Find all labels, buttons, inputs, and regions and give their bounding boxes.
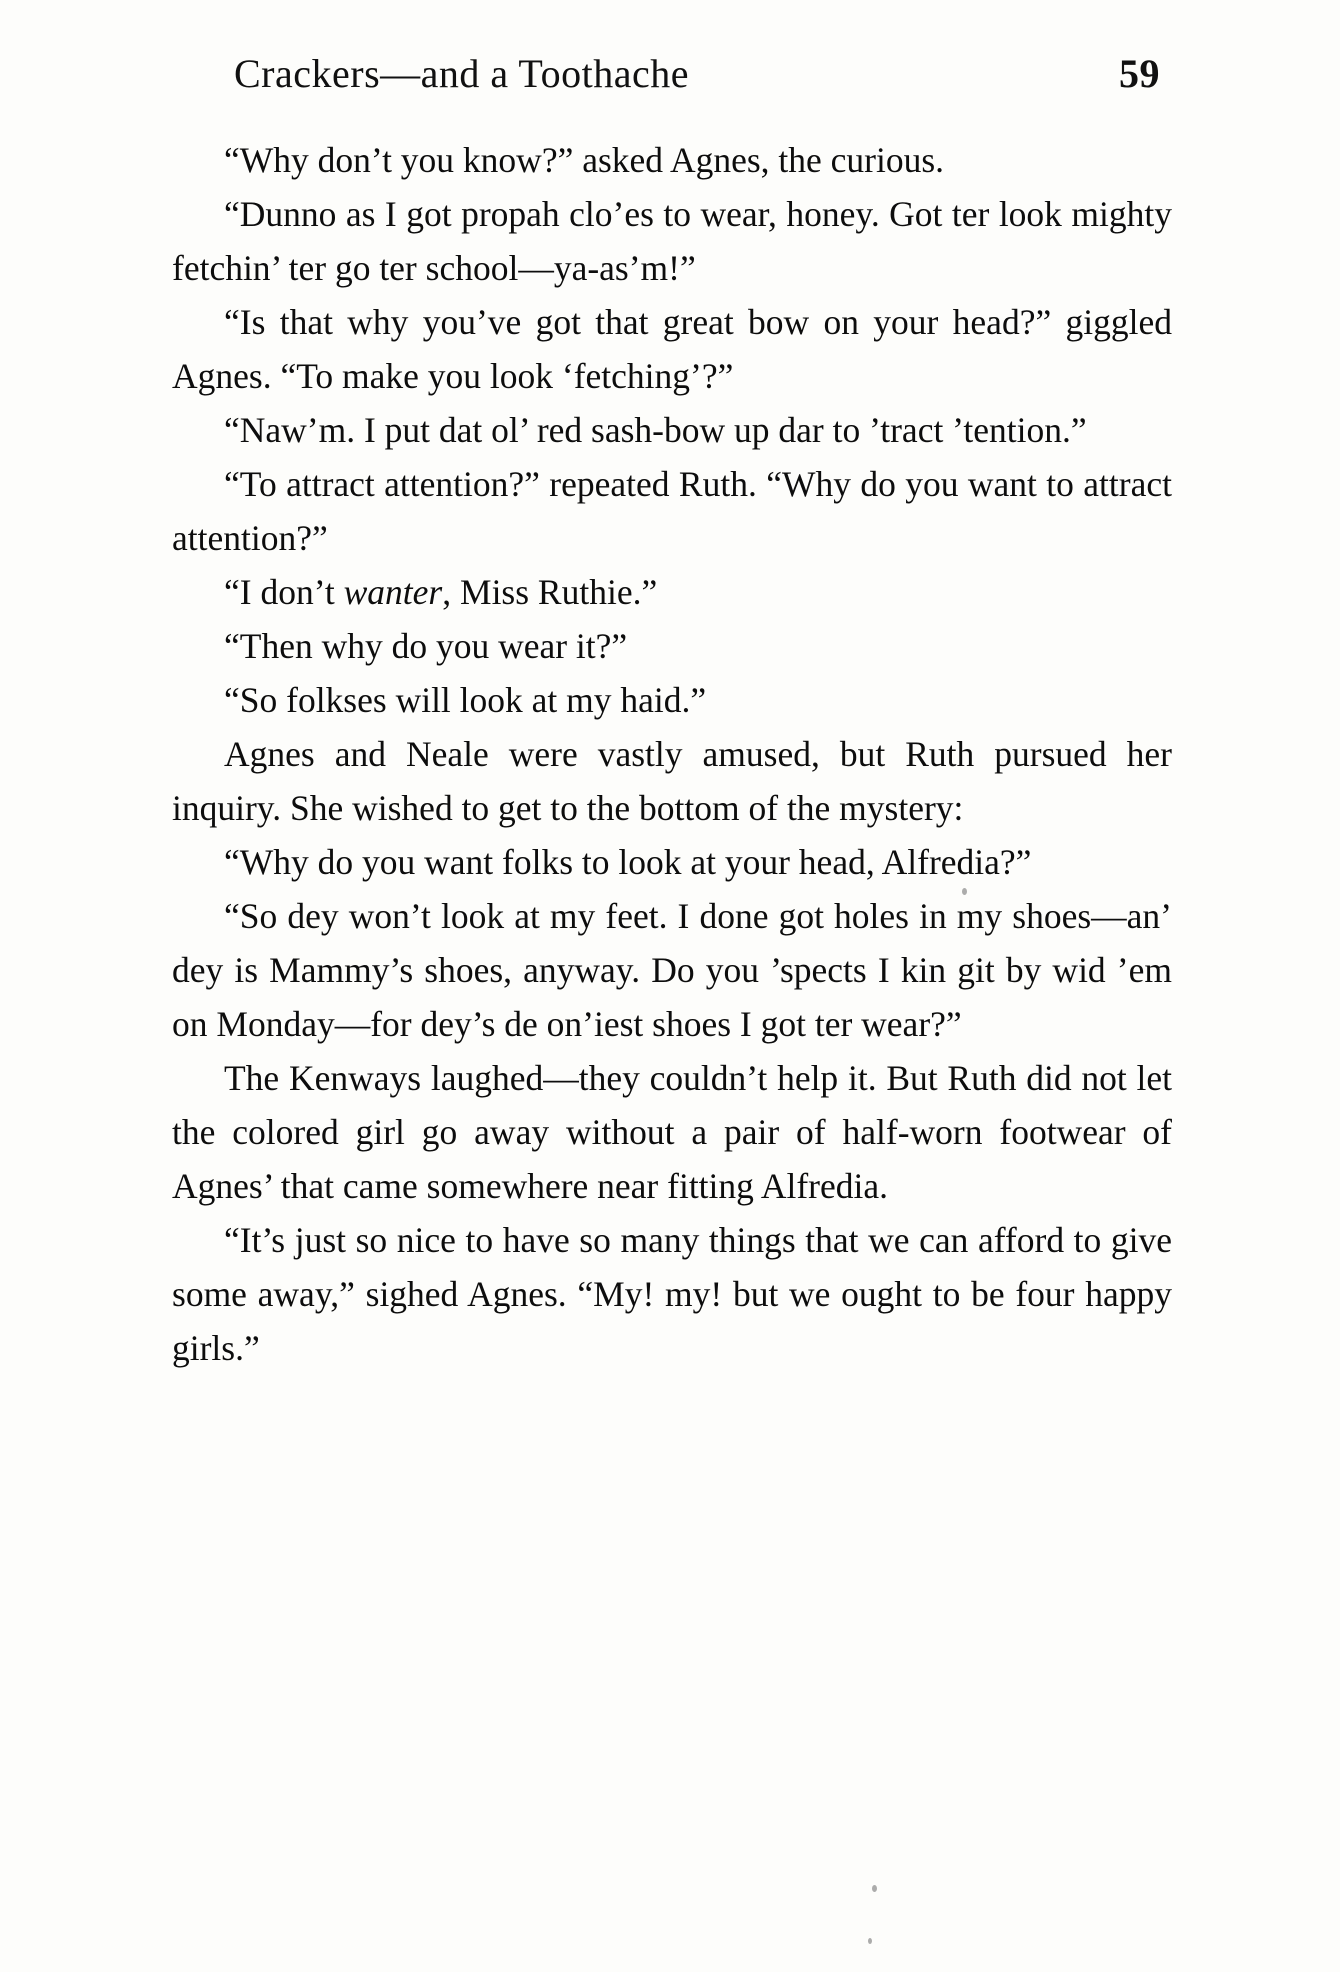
paragraph-text-before: “I don’t <box>224 572 344 612</box>
body-text <box>172 133 1172 1375</box>
paragraph: “Naw’m. I put dat ol’ red sash-bow up dar to ’tract ’tention.” <box>224 410 1087 450</box>
paragraph <box>172 565 1172 619</box>
paragraph: “It’s just so nice to have so many things that we can afford to give some away,” sighed Agnes. “My! my! but we ought to be four happy girls.” <box>172 1220 1172 1368</box>
paragraph: “To attract attention?” repeated Ruth. “Why do you want to attract attention?” <box>172 464 1172 558</box>
scan-speck <box>868 1938 872 1944</box>
paragraph: Agnes and Neale were vastly amused, but Ruth pursued her inquiry. She wished to get to the bottom of the mystery: <box>172 734 1172 828</box>
page-number: 59 <box>1119 51 1160 96</box>
running-head <box>172 50 1172 97</box>
emphasis-word: wanter <box>343 572 443 612</box>
paragraph: The Kenways laughed—they couldn’t help it. But Ruth did not let the colored girl go away without a pair of half-worn footwear of Agnes’ that came somewhere near fitting Alfredia. <box>172 1058 1172 1206</box>
page-title: Crackers—and a Toothache <box>234 51 689 96</box>
paragraph: “So dey won’t look at my feet. I done got holes in my shoes—an’ dey is Mammy’s shoes, anyway. Do you ’spects I kin git by wid ’em on Monday—for dey’s de on’iest shoes I got ter wear?” <box>172 896 1172 1044</box>
paragraph: “Dunno as I got propah clo’es to wear, honey. Got ter look mighty fetchin’ ter go ter school—ya-as’m!” <box>172 194 1172 288</box>
scan-speck <box>962 888 967 895</box>
paragraph: “Then why do you wear it?” <box>224 626 628 666</box>
paragraph: “So folkses will look at my haid.” <box>224 680 707 720</box>
paragraph-text-after: , Miss Ruthie.” <box>442 572 658 612</box>
page-content <box>172 50 1172 1375</box>
scan-speck <box>872 1885 877 1892</box>
paragraph: “Why do you want folks to look at your head, Alfredia?” <box>224 842 1032 882</box>
paragraph: “Is that why you’ve got that great bow on your head?” giggled Agnes. “To make you look ‘fetching’?” <box>172 302 1172 396</box>
paragraph: “Why don’t you know?” asked Agnes, the curious. <box>224 140 945 180</box>
